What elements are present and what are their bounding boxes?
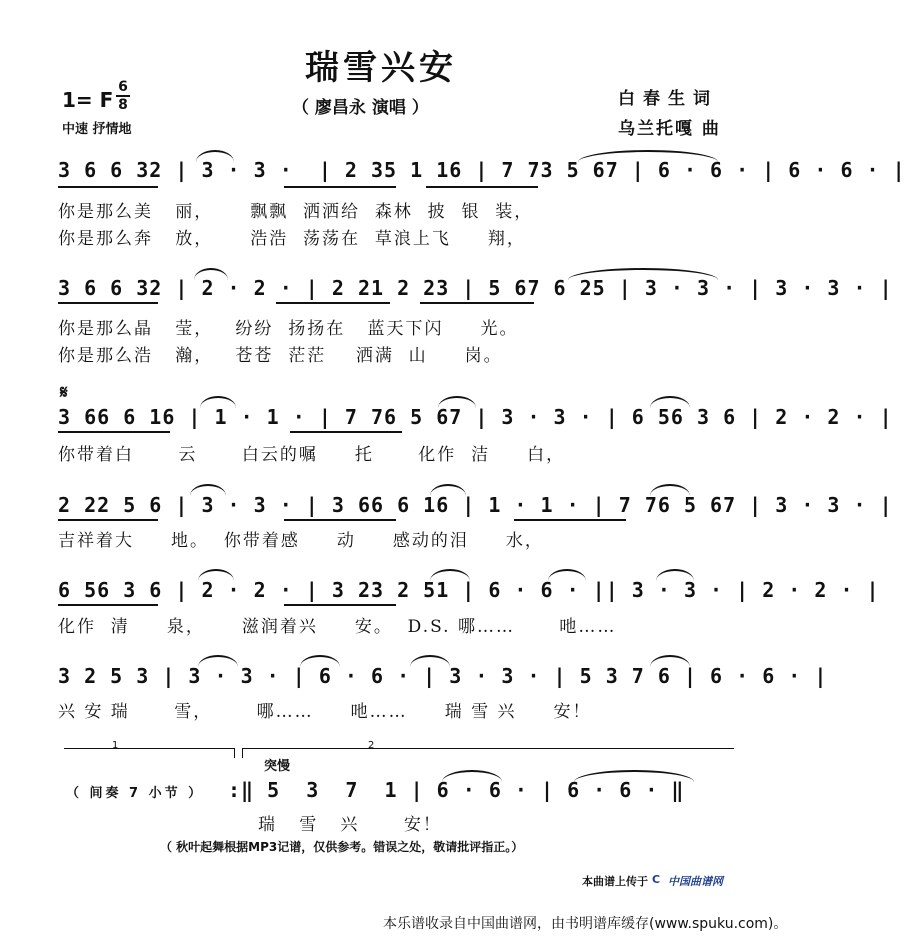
beam-line (284, 186, 396, 188)
beam-line (284, 604, 396, 606)
notation-row-3: 3 66 6 16 | 1 · 1 · | 7 76 5 67 | 3 · 3 · | 6 56 3 6 | 2 · 2 · | (58, 405, 893, 429)
lyric-row-1-verse-1: 你是那么美 丽， 飘飘 洒洒给 森林 披 银 装， (58, 202, 534, 222)
notation-row-2: 3 6 6 32 | 2 · 2 · | 2 21 2 23 | 5 67 6 25 | 3 · 3 · | 3 · 3 · | (58, 276, 893, 300)
lyric-row-6: 兴 安 瑞 雪， 哪…… 吔…… 瑞 雪 兴 安！ (58, 702, 592, 722)
beam-line (58, 604, 158, 606)
tempo-marking: 中速 抒情地 (62, 122, 132, 137)
lyric-row-3: 你带着白 云 白云的嘱 托 化作 洁 白， (58, 445, 566, 465)
composer-credit: 乌兰托嘎 曲 (618, 119, 721, 139)
lyric-row-2-verse-1: 你是那么晶 莹， 纷纷 扬扬在 蓝天下闪 光。 (58, 319, 519, 339)
notation-ending: :‖ 5 3 7 1 | 6 · 6 · | 6 · 6 · ‖ (228, 778, 685, 802)
lyric-row-1-verse-2: 你是那么奔 放， 浩浩 荡荡在 草浪上飞 翔， (58, 229, 526, 249)
beam-line (276, 302, 390, 304)
beam-line (420, 302, 534, 304)
beam-line (58, 186, 158, 188)
time-signature (116, 80, 130, 112)
segno-icon: 𝄋 (60, 382, 68, 403)
notation-row-6: 3 2 5 3 | 3 · 3 · | 6 · 6 · | 3 · 3 · | 5 3 7 6 | 6 · 6 · | (58, 664, 828, 688)
source-line: 本乐谱收录自中国曲谱网，由书明谱库缓存(www.spuku.com)。 (383, 916, 788, 932)
lyric-row-4: 吉祥着大 地。 你带着感 动 感动的泪 水， (58, 531, 544, 551)
volta-2-number: 2 (368, 740, 375, 751)
upload-label: 本曲谱上传于 (582, 875, 648, 888)
key-signature: 1= F (62, 88, 114, 112)
beam-line (58, 302, 158, 304)
volta-1-line (64, 748, 234, 749)
beam-line (58, 519, 158, 521)
lyricist-credit: 白春生词 (618, 89, 718, 109)
notation-row-5: 6 56 3 6 | 2 · 2 · | 3 23 2 51 | 6 · 6 · || 3 · 3 · | 2 · 2 · | (58, 578, 880, 602)
volta-1-end (234, 748, 235, 758)
lyric-row-5: 化作 清 泉， 滋润着兴 安。 D.S. 哪…… 吔…… (58, 617, 617, 637)
song-title: 瑞雪兴安 (305, 48, 457, 88)
site-logo-text: 中国曲谱网 (668, 875, 723, 888)
interlude-label: （ 间奏 7 小节 ） (66, 786, 205, 801)
tempo-change-label: 突慢 (264, 759, 291, 774)
site-logo-icon: C (652, 873, 661, 886)
beam-line (58, 431, 170, 433)
lyric-ending: 瑞 雪 兴 安！ (258, 815, 442, 835)
beam-line (284, 519, 396, 521)
beam-line (426, 186, 538, 188)
time-signature-bottom: 8 (118, 97, 128, 113)
volta-1-number: 1 (112, 740, 119, 751)
volta-2-start (242, 748, 243, 758)
performer-label: （ 廖昌永 演唱 ） (292, 98, 429, 118)
lyric-row-2-verse-2: 你是那么浩 瀚， 苍苍 茫茫 洒满 山 岗。 (58, 346, 503, 366)
beam-line (290, 431, 402, 433)
notation-row-4: 2 22 5 6 | 3 · 3 · | 3 66 6 16 | 1 · 1 · | 7 76 5 67 | 3 · 3 · | (58, 493, 893, 517)
time-signature-top: 6 (118, 79, 128, 95)
volta-2-line (242, 748, 734, 749)
transcription-note: （ 秋叶起舞根据MP3记谱，仅供参考。错误之处，敬请批评指正。） (160, 840, 524, 854)
beam-line (514, 519, 626, 521)
notation-row-1: 3 6 6 32 | 3 · 3 · | 2 35 1 16 | 7 73 5 67 | 6 · 6 · | 6 · 6 · | (58, 158, 906, 182)
